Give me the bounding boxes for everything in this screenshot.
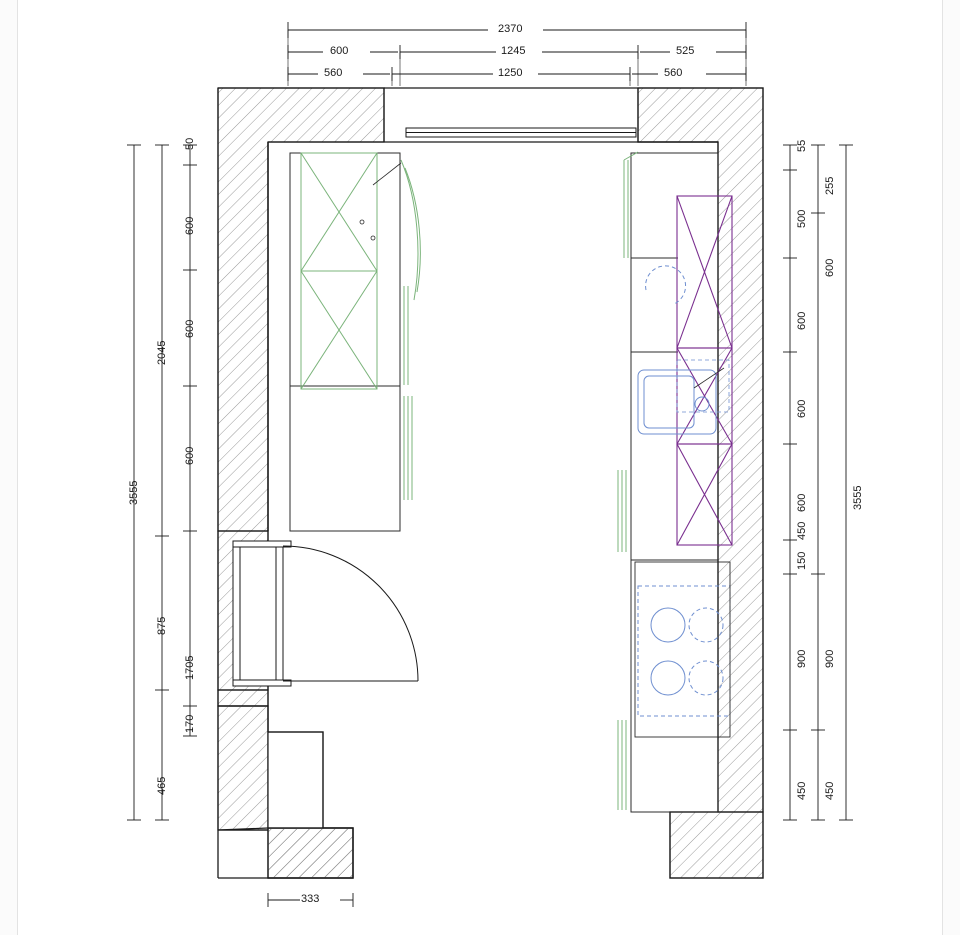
dim-right-600-a: 600 [796, 311, 808, 330]
dim-left-170: 170 [184, 714, 196, 733]
drawing-sheet [18, 0, 942, 935]
left-wall-cabinet-green [301, 153, 420, 389]
door [233, 541, 418, 686]
dim-right-3555: 3555 [852, 485, 864, 510]
left-base-cabinets [290, 153, 400, 531]
dim-top-525: 525 [676, 45, 695, 57]
dim-right-600-mid: 600 [824, 258, 836, 277]
left-drawer-lines [404, 286, 412, 500]
dim-left-50: 50 [184, 137, 196, 150]
dim-right-450-b: 450 [796, 781, 808, 800]
dim-left-1705: 1705 [184, 655, 196, 680]
dim-top-560-left: 560 [324, 67, 343, 79]
dim-left-465: 465 [156, 776, 168, 795]
dim-right-900-inner: 900 [796, 649, 808, 668]
dim-right-900-mid: 900 [824, 649, 836, 668]
window-opening [406, 128, 636, 137]
dim-top-1245: 1245 [501, 45, 526, 57]
dim-right-55: 55 [796, 139, 808, 152]
dim-top-600: 600 [330, 45, 349, 57]
dim-right-600-b: 600 [796, 399, 808, 418]
dim-left-600-c: 600 [184, 446, 196, 465]
dim-top-2370: 2370 [498, 23, 523, 35]
dim-top-560-right: 560 [664, 67, 683, 79]
right-base-cabinets [631, 153, 718, 812]
dim-left-600-b: 600 [184, 319, 196, 338]
dim-right-600-c: 600 [796, 493, 808, 512]
dim-right-500: 500 [796, 209, 808, 228]
dim-left-600-a: 600 [184, 216, 196, 235]
dim-left-875: 875 [156, 616, 168, 635]
dim-right-150: 150 [796, 551, 808, 570]
dim-left-3555: 3555 [128, 480, 140, 505]
oven-outline [635, 562, 730, 737]
dim-bottom-333: 333 [301, 893, 320, 905]
hob [638, 586, 730, 716]
dim-right-450-mid: 450 [824, 781, 836, 800]
right-dimension-lines [783, 145, 853, 820]
dim-left-2045: 2045 [156, 340, 168, 365]
dim-right-255: 255 [824, 176, 836, 195]
dim-right-450-a: 450 [796, 521, 808, 540]
dim-top-1250: 1250 [498, 67, 523, 79]
